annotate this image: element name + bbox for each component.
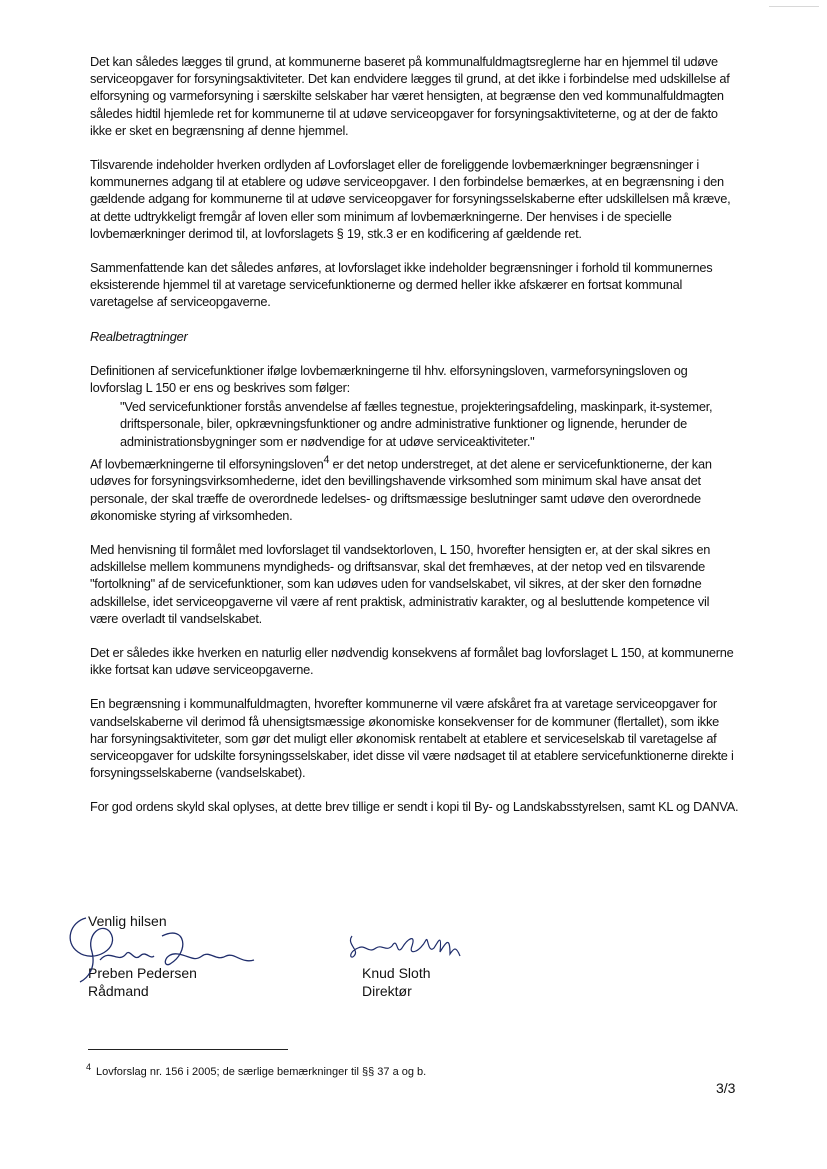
footnote [86,1060,426,1079]
paragraph-6: En begrænsning i kommunalfuldmagten, hvorefter kommunerne vil være afskåret fra at varetage serviceopgaver for vandselskaberne vil derimod få uhensigtsmæssige økonomiske konsekvenser for de kommuner (flertallet), som ikke har forsyningsaktiviteter, som gør det muligt eller økonomisk rentabelt at etablere et serviceselskab til varetagelse af serviceopgaver for udskilte forsyningsselskaber, idet disse vil være nødsaget til at etablere servicefunktionerne direkte i forsyningsselskaberne (vandselskabet). [90,696,734,781]
signature-block [88,912,588,1012]
paragraph-1: Det kan således lægges til grund, at kommunerne baseret på kommunalfuldmagtsreglerne har en hjemmel til udøve serviceopgaver for forsyningsaktiviteter. Det kan endvidere lægges til grund, at det ikke i forbindelse med udskillelse af elforsyning og varmeforsyning i særskilte selskaber har været hensigten, at begrænse den ved kommunalfuldmagten således hidtil hjemlede ret for kommunerne til at udøve serviceopgaver for forsyningsaktiviteterne, og at der de fakto ikke er sket en begrænsning af denne hjemmel. [90,54,730,138]
handwritten-signature-right [346,926,466,966]
closing-greeting: Venlig hilsen [88,913,167,929]
after-quote-end: er det netop understreget, at det alene er servicefunktionerne, der kan udøves for forsyningsvirksomhederne, idet den bevillingshavende virksomhed som minimum skal have ansat det personale, der skal træffe de overordnede ledelses- og driftsmæssige beslutninger samt udøve den overordnede økonomiske styring af virksomheden. [90,456,712,523]
signatory-right [362,964,431,1000]
signatory-title: Direktør [362,983,412,999]
paragraph-5: Det er således ikke hverken en naturlig eller nødvendig konsekvens af formålet bag lovforslaget L 150, at kommunerne ikke fortsat kan udøve serviceopgaverne. [90,644,734,678]
paragraph-3: Sammenfattende kan det således anføres, at lovforslaget ikke indeholder begrænsninger i forhold til kommunernes eksisterende hjemmel til at varetage servicefunktionerne og dermed heller ikke afskærer en fortsat kommunal varetagelse af serviceopgaverne. [90,260,713,310]
paragraph-after-quote [90,452,740,524]
signatory-left [88,912,197,1000]
paragraph-2: Tilsvarende indeholder hverken ordlyden af Lovforslaget eller de foreliggende lovbemærkninger begrænsninger i kommunernes adgang til at etablere og udøve serviceopgaver. I den forbindelse bemærkes, at en begrænsning i den gældende adgang for kommunerne til at udøve serviceopgaver for forsyningsselskaberne efter udskillelsen må kræve, at dette udtrykkeligt fremgår af loven eller som minimum af lovbemærkningerne. Der henvises i de specielle lovbemærkninger derimod til, at lovforslagets § 19, stk.3 er en kodificering af gældende ret. [90,157,731,241]
footnote-text: Lovforslag nr. 156 i 2005; de særlige bemærkninger til §§ 37 a og b. [96,1066,427,1078]
footnote-reference: 4 [323,453,330,466]
signatory-name: Knud Sloth [362,965,431,981]
signatory-title: Rådmand [88,983,149,999]
section-heading: Realbetragtninger [90,328,188,344]
scan-edge-mark [769,6,819,7]
paragraph-7: For god ordens skyld skal oplyses, at dette brev tillige er sendt i kopi til By- og Landskabsstyrelsen, samt KL og DANVA. [90,799,739,815]
letter-body [90,53,740,833]
paragraph-4: Med henvisning til formålet med lovforslaget til vandsektorloven, L 150, hvorefter hensigten er, at der skal sikres en adskillelse mellem kommunens myndigheds- og driftsansvar, skal det fremhæves, at der netop ved en tilsvarende "fortolkning" af de servicefunktioner, som kan udøves uden for vandselskabet, vil sikres, at der sker den fornødne adskillelse, idet serviceopgaverne vil være af rent praktisk, administrativ karakter, og al besluttende kompetence vil være overladt til vandselskabet. [90,541,711,626]
definition-quote: "Ved servicefunktioner forstås anvendelse af fælles tegnestue, projekteringsafdeling, maskinpark, it-systemer, driftspersonale, biler, opkrævningsfunktioner og andre administrative funktioner og lignende, herunder de administrationsbygninger som er nødvendige for at udøve serviceaktiviteter." [120,399,713,449]
signatory-name: Preben Pedersen [88,965,197,981]
after-quote-start: Af lovbemærkningerne til elforsyningsloven [90,456,324,472]
footnote-number: 4 [86,1062,92,1072]
page-number: 3/3 [716,1080,736,1096]
footnote-divider [88,1049,288,1050]
definition-intro: Definitionen af servicefunktioner ifølge lovbemærkningerne til hhv. elforsyningsloven, varmeforsyningsloven og lovforslag L 150 er ens og beskrives som følger: [90,362,688,396]
